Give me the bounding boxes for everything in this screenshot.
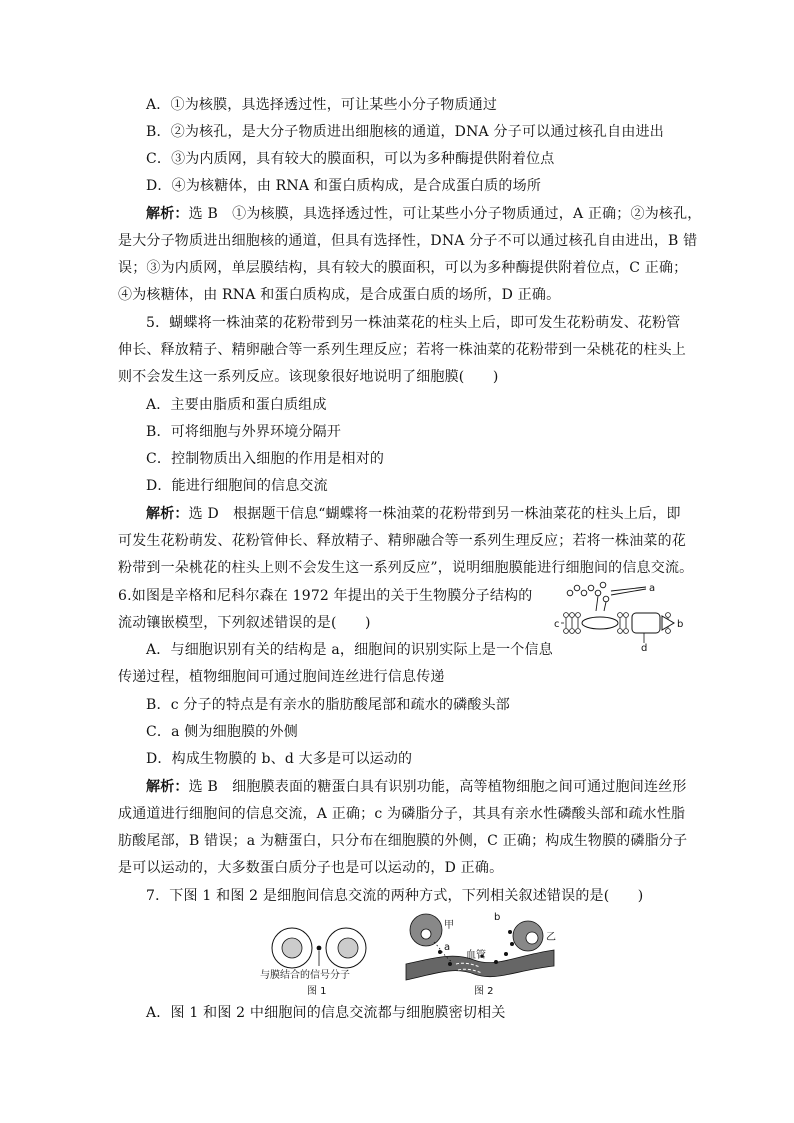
q6-analysis-line-1: 解析：选 B 细胞膜表面的糖蛋白具有识别功能，高等植物细胞之间可通过胞间连丝形 [146,779,687,795]
figure-label-b: b [677,619,684,630]
nucleus-right [338,938,358,958]
channel-protein [632,613,660,633]
nucleus-jia [421,929,431,939]
signal-dot [448,962,452,966]
q5-option-c: C．控制物质出入细胞的作用是相对的 [146,451,385,467]
q5-option-d: D．能进行细胞间的信息交流 [146,478,328,494]
figure-label-c: c [554,619,560,630]
q6-option-b: B．c 分子的特点是有亲水的脂肪酸尾部和疏水的磷酸头部 [146,697,510,713]
figure-label-a: a [649,583,656,594]
figure-1 [262,918,372,998]
figure-label-d: d [641,643,648,654]
q6-stem-line-1: 6.如图是辛格和尼科尔森在 1972 年提出的关于生物膜分子结构的 [118,588,533,604]
q6-analysis-line-4: 是可以运动的，大多数蛋白质分子也是可以运动的，D 正确。 [118,860,504,876]
nucleus-yi [526,932,538,944]
q5-stem-line-1: 5．蝴蝶将一株油菜的花粉带到另一株油菜花的柱头上后，即可发生花粉萌发、花粉管 [146,315,681,331]
q4-analysis-line-3: 误；③为内质网，单层膜结构，具有较大的膜面积，可以为多种酶提供附着位点，C 正确； [118,260,688,276]
signal-dot-b [508,930,512,934]
figure-2-caption: 图 2 [474,986,494,997]
q6-option-a-line-2: 传递过程，植物细胞间可通过胞间连丝进行信息传递 [118,669,445,685]
signal-dot [504,952,508,956]
q4-option-b: B．②为核孔，是大分子物质进出细胞核的通道，DNA 分子可以通过核孔自由进出 [146,124,664,140]
signal-molecule [317,946,322,951]
figure-2 [404,912,556,998]
q6-analysis-line-3: 肪酸尾部，B 错误；a 为糖蛋白，只分布在细胞膜的外侧，C 正确；构成生物膜的磷脂分子 [118,833,688,849]
nucleus-left [282,938,302,958]
analysis-label: 解析： [146,779,189,795]
label-vessel: 血管 [466,950,486,961]
q6-stem-line-2: 流动镶嵌模型，下列叙述错误的是( ) [118,615,371,631]
glycoprotein-chain [567,582,646,611]
signal-dot [510,942,514,946]
fluid-mosaic-figure [554,583,688,654]
q4-analysis-line-1: 解析：选 B ①为核膜，具选择透过性，可让某些小分子物质通过，A 正确；②为核孔， [146,206,702,222]
q4-analysis-line-4: ④为核糖体，由 RNA 和蛋白质构成，是合成蛋白质的场所，D 正确。 [118,287,561,303]
q5-option-a: A．主要由脂质和蛋白质组成 [146,397,327,413]
q7-stem: 7．下图 1 和图 2 是细胞间信息交流的两种方式，下列相关叙述错误的是( ) [146,888,644,904]
q6-analysis-line-2: 成通道进行细胞间的信息交流，A 正确；c 为磷脂分子，其具有亲水性磷酸头部和疏水性脂 [118,806,686,822]
q5-analysis-line-1: 解析：选 D 根据题干信息“蝴蝶将一株油菜的花粉带到另一株油菜花的柱头上后，即 [146,506,681,522]
figure-1-caption: 图 1 [307,986,327,997]
q5-option-b: B．可将细胞与外界环境分隔开 [146,424,342,440]
q4-option-c: C．③为内质网，具有较大的膜面积，可以为多种酶提供附着位点 [146,151,555,167]
analysis-label: 解析： [146,206,189,222]
q5-analysis-line-2: 可发生花粉萌发、花粉管伸长、释放精子、精卵融合等一系列生理反应；若将一株油菜的花 [118,533,686,549]
q4-option-d: D．④为核糖体，由 RNA 和蛋白质构成，是合成蛋白质的场所 [146,178,542,194]
signal-dot-a [438,950,442,954]
membrane-protein [582,617,618,629]
q7-option-a: A．图 1 和图 2 中细胞间的信息交流都与细胞膜密切相关 [146,1005,506,1021]
figure-1-note: 与膜结合的信号分子 [260,970,350,981]
q5-stem-line-3: 则不会发生这一系列反应。该现象很好地说明了细胞膜( ) [118,369,499,385]
q5-stem-line-2: 伸长、释放精子、精卵融合等一系列生理反应；若将一株油菜的花粉带到一朵桃花的柱头上 [118,342,686,358]
label-jia: 甲 [444,920,454,931]
q6-option-a-line-1: A．与细胞识别有关的结构是 a，细胞间的识别实际上是一个信息 [146,642,553,658]
q4-analysis-line-2: 是大分子物质进出细胞核的通道，但具有选择性，DNA 分子不可以通过核孔自由进出，B 错 [118,233,698,249]
q6-option-c: C．a 侧为细胞膜的外侧 [146,724,298,740]
q5-analysis-line-3: 粉带到一朵桃花的柱头上则不会发生这一系列反应”，说明细胞膜能进行细胞间的信息交流。 [118,560,694,576]
analysis-label: 解析： [146,506,189,522]
q4-option-a: A．①为核膜，具选择透过性，可让某些小分子物质通过 [146,97,498,113]
label-yi: 乙 [546,932,556,943]
label-a: a [444,942,451,953]
signal-dot [494,960,498,964]
label-b: b [494,912,501,923]
q6-option-d: D．构成生物膜的 b、d 大多是可以运动的 [146,751,413,767]
